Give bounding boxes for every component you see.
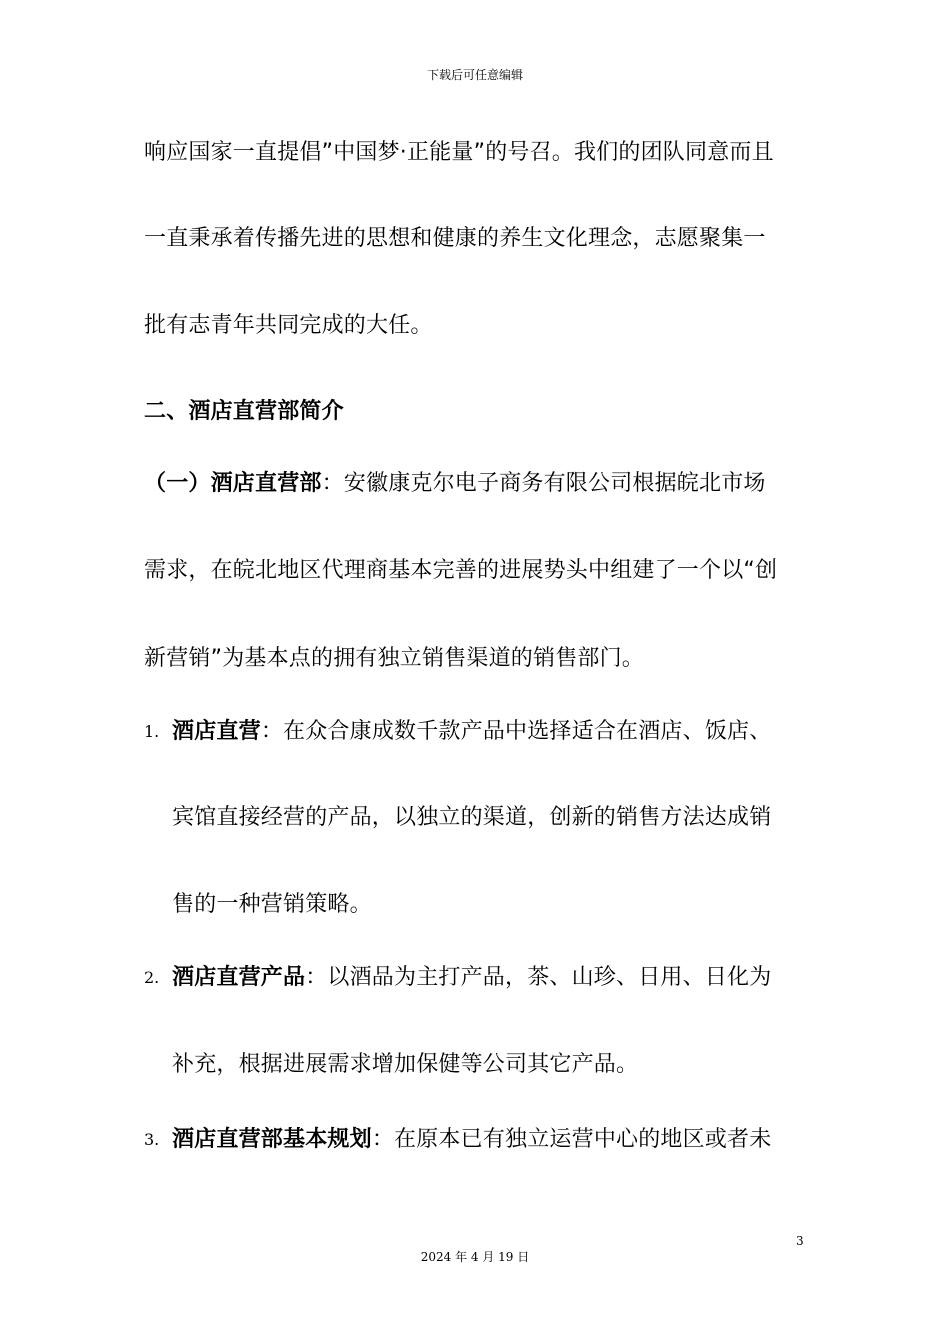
list-item-1-line-1 [172, 716, 806, 748]
list-number-1: 1. [144, 722, 160, 741]
list-item-2-line-1 [172, 962, 806, 994]
section-heading: 二、酒店直营部简介 [144, 399, 344, 424]
subsection-1-line-3: 新营销”为基本点的拥有独立销售渠道的销售部门。 [144, 646, 644, 671]
list-item-1-label: 酒店直营 [172, 719, 261, 744]
list-item-1-text: ：在众合康成数千款产品中选择适合在酒店、饭店、 [260, 719, 772, 744]
subsection-1-label: （一）酒店直营部 [144, 471, 322, 496]
subsection-1-line-2: 需求，在皖北地区代理商基本完善的进展势头中组建了一个以“创 [144, 558, 778, 583]
page-number: 3 [796, 1234, 804, 1248]
intro-line-1: 响应国家一直提倡”中国梦·正能量”的号召。我们的团队同意而且 [144, 140, 774, 165]
list-item-3-line-1 [172, 1124, 806, 1156]
list-item-3-label: 酒店直营部基本规划 [172, 1127, 372, 1152]
list-item-1-line-2: 宾馆直接经营的产品，以独立的渠道，创新的销售方法达成销 [172, 805, 772, 830]
intro-line-3: 批有志青年共同完成的大任。 [144, 313, 433, 338]
subsection-1-text: ：安徽康克尔电子商务有限公司根据皖北市场 [321, 471, 766, 496]
header-note: 下载后可任意编辑 [426, 68, 523, 82]
list-number-3: 3. [144, 1130, 160, 1149]
intro-line-2: 一直秉承着传播先进的思想和健康的养生文化理念，志愿聚集一 [144, 226, 766, 251]
list-item-2-label: 酒店直营产品 [172, 965, 306, 990]
list-item-1-line-3: 售的一种营销策略。 [172, 892, 372, 917]
list-number-2: 2. [144, 968, 160, 987]
list-item-3-text: ：在原本已有独立运营中心的地区或者未 [371, 1127, 772, 1152]
list-item-2-line-2: 补充，根据进展需求增加保健等公司其它产品。 [172, 1052, 639, 1077]
subsection-1-line-1 [144, 468, 806, 500]
footer-date: 2024 年 4 月 19 日 [420, 1250, 530, 1264]
list-item-2-text: ：以酒品为主打产品，茶、山珍、日用、日化为 [305, 965, 772, 990]
